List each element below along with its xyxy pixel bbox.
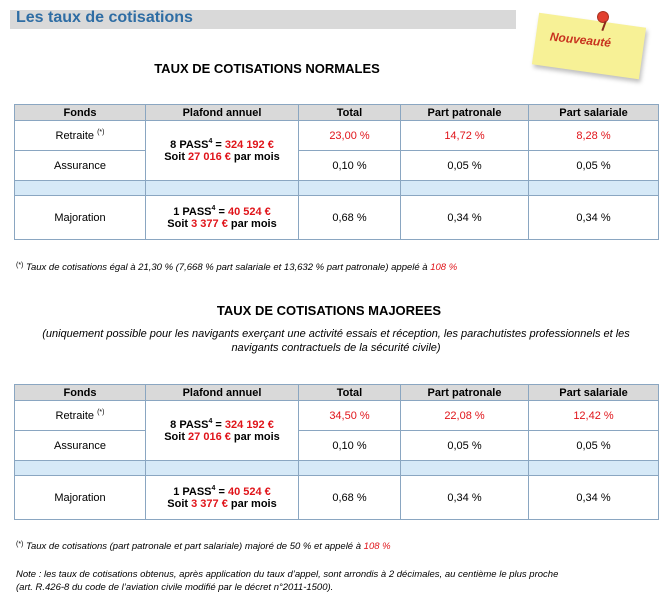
table-row: [15, 196, 659, 240]
sticky-note-label: Nouveauté: [549, 29, 612, 50]
table-row: [15, 121, 659, 151]
section-title-majorees: TAUX DE COTISATIONS MAJOREES: [216, 303, 442, 318]
plafond-cell: 8 $PASS^4 = 324$ 192 € Soit 27 016 € par mois: [146, 121, 299, 181]
patronale-value: 0,34 %: [401, 476, 529, 520]
separator-row: [15, 461, 659, 476]
table-header-row: [15, 105, 659, 121]
row-label-majoration: Majoration: [15, 476, 146, 520]
salariale-value: 8,28 %: [529, 121, 659, 151]
pushpin-icon: [598, 12, 608, 22]
table-row: [15, 431, 659, 461]
page-title: Les taux de cotisations: [16, 9, 193, 26]
plafond-cell: 8 $PASS^4 = 324$ 192 € Soit 27 016 € par mois: [146, 401, 299, 461]
col-plafond: Plafond annuel: [146, 385, 299, 401]
patronale-value: 0,05 %: [401, 151, 529, 181]
patronale-value: 22,08 %: [401, 401, 529, 431]
total-value: 0,68 %: [299, 196, 401, 240]
footnote-normales: (*) Taux de cotisations égal à 21,30 % (7,668 % part salariale et 13,632 % part patronale) appelé à 108 %: [16, 262, 458, 273]
row-label-assurance: Assurance: [15, 431, 146, 461]
table-row: [15, 401, 659, 431]
plafond-cell: 1 $PASS^4 = 40$ 524 € Soit 3 377 € par mois: [146, 476, 299, 520]
table-normales: [14, 104, 659, 240]
col-total: Total: [299, 385, 401, 401]
total-value: 34,50 %: [299, 401, 401, 431]
footer-note-line-1: Note : les taux de cotisations obtenus, après application du taux d’appel, sont arrondis à 2 décimales, au centième le plus proche: [16, 569, 559, 580]
table-majorees: [14, 384, 659, 520]
section-title-normales: TAUX DE COTISATIONS NORMALES: [154, 61, 380, 76]
row-label-retraite: Retraite (*): [15, 401, 146, 431]
salariale-value: 12,42 %: [529, 401, 659, 431]
table-row: [15, 151, 659, 181]
salariale-value: 0,05 %: [529, 431, 659, 461]
footnote-majorees: (*) Taux de cotisations (part patronale et part salariale) majoré de 50 % et appelé à 108 %: [16, 541, 391, 552]
table-row: [15, 476, 659, 520]
row-label-retraite: Retraite (*): [15, 121, 146, 151]
col-salariale: Part salariale: [529, 385, 659, 401]
subtitle-line-1: (uniquement possible pour les navigants exerçant une activité essais et réception, les parachutistes professionnels et les: [42, 328, 630, 340]
total-value: 23,00 %: [299, 121, 401, 151]
row-label-majoration: Majoration: [15, 196, 146, 240]
table-header-row: [15, 385, 659, 401]
total-value: 0,68 %: [299, 476, 401, 520]
plafond-cell: 1 $PASS^4 = 40$ 524 € Soit 3 377 € par mois: [146, 196, 299, 240]
subtitle-line-2: navigants contractuels de la sécurité civile): [231, 342, 441, 354]
salariale-value: 0,05 %: [529, 151, 659, 181]
col-salariale: Part salariale: [529, 105, 659, 121]
total-value: 0,10 %: [299, 151, 401, 181]
salariale-value: 0,34 %: [529, 196, 659, 240]
col-total: Total: [299, 105, 401, 121]
patronale-value: 0,05 %: [401, 431, 529, 461]
total-value: 0,10 %: [299, 431, 401, 461]
col-plafond: Plafond annuel: [146, 105, 299, 121]
col-patronale: Part patronale: [401, 385, 529, 401]
footer-note-line-2: (art. R.426-8 du code de l’aviation civile modifié par le décret n°2011-1500).: [16, 582, 334, 593]
col-patronale: Part patronale: [401, 105, 529, 121]
salariale-value: 0,34 %: [529, 476, 659, 520]
separator-row: [15, 181, 659, 196]
col-fonds: Fonds: [15, 105, 146, 121]
footer-note: [16, 568, 656, 594]
patronale-value: 14,72 %: [401, 121, 529, 151]
row-label-assurance: Assurance: [15, 151, 146, 181]
col-fonds: Fonds: [15, 385, 146, 401]
patronale-value: 0,34 %: [401, 196, 529, 240]
